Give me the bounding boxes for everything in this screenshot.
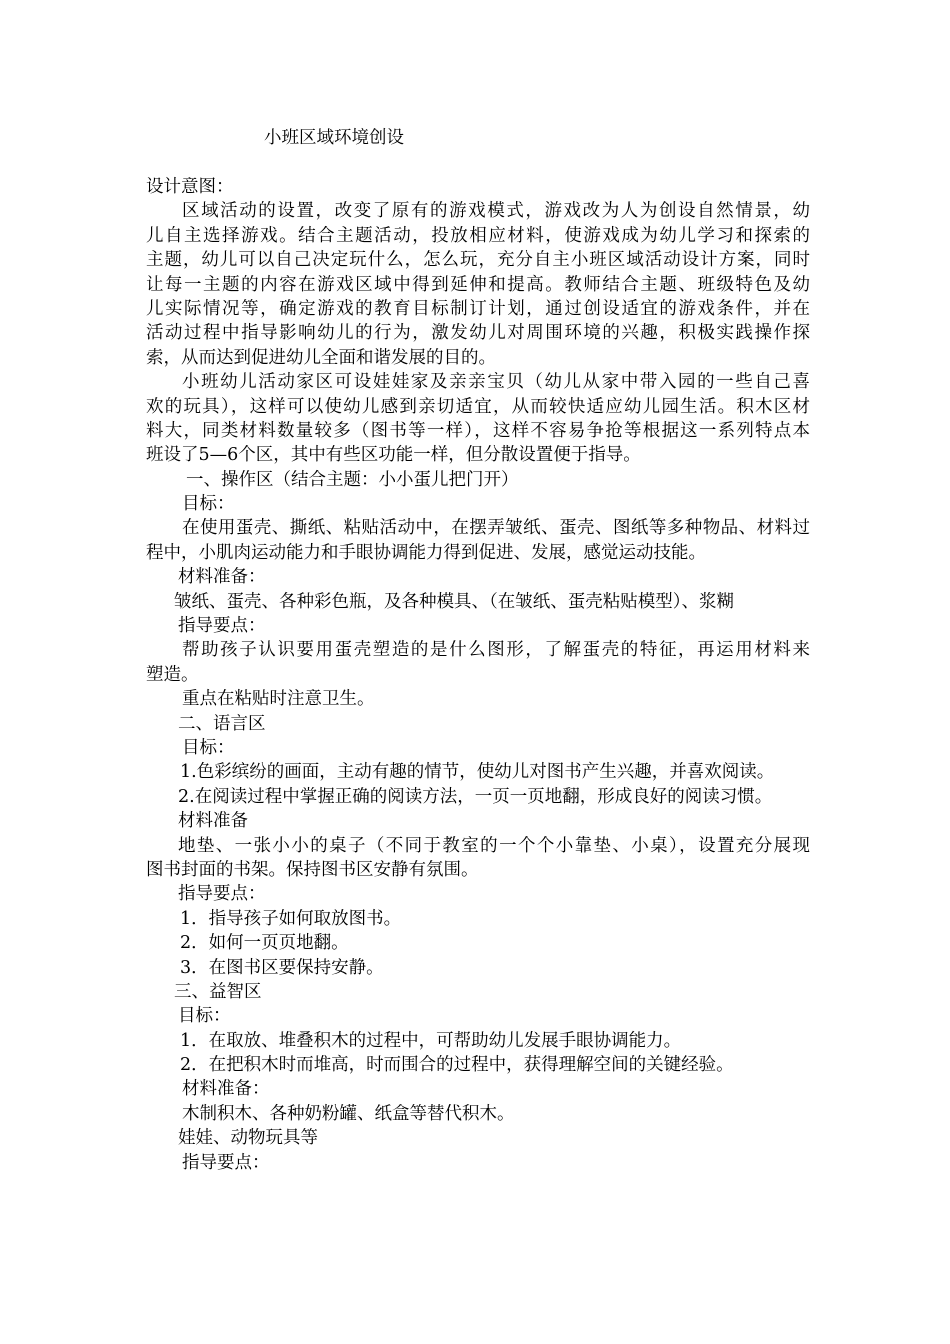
document-title: 小班区域环境创设 bbox=[264, 128, 404, 148]
text-line: 3．在图书区要保持安静。 bbox=[180, 957, 384, 978]
text-line: 1.色彩缤纷的画面，主动有趣的情节，使幼儿对图书产生兴趣，并喜欢阅读。 bbox=[180, 762, 775, 783]
text-line: 2．在把积木时而堆高，时而围合的过程中，获得理解空间的关键经验。 bbox=[180, 1055, 734, 1076]
text-line: 1．指导孩子如何取放图书。 bbox=[180, 908, 402, 929]
text-line: 2.在阅读过程中掌握正确的阅读方法，一页一页地翻，形成良好的阅读习惯。 bbox=[178, 786, 773, 807]
text-line: 主题，幼儿可以自己决定玩什么，怎么玩，充分自主小班区域活动设计方案，同时 bbox=[146, 250, 810, 271]
text-line: 材料准备 bbox=[178, 811, 248, 832]
text-line: 在使用蛋壳、撕纸、粘贴活动中，在摆弄皱纸、蛋壳、图纸等多种物品、材料过 bbox=[182, 518, 810, 539]
text-line: 目标： bbox=[182, 737, 235, 758]
text-line: 料大，同类材料数量较多（图书等一样），这样不容易争抢等根据这一系列特点本 bbox=[146, 420, 810, 441]
text-line: 娃娃、动物玩具等 bbox=[178, 1128, 318, 1149]
text-line: 指导要点： bbox=[178, 884, 266, 905]
text-line: 材料准备： bbox=[178, 567, 266, 588]
text-line: 帮助孩子认识要用蛋壳塑造的是什么图形，了解蛋壳的特征，再运用材料来 bbox=[182, 640, 810, 661]
section-heading-puzzle: 三、益智区 bbox=[174, 981, 262, 1002]
text-line: 欢的玩具），这样可以使幼儿感到亲切适宜，从而较快适应幼儿园生活。积木区材 bbox=[146, 396, 810, 417]
section-heading-language: 二、语言区 bbox=[178, 713, 266, 734]
text-line: 材料准备： bbox=[182, 1079, 270, 1100]
text-line: 索，从而达到促进幼儿全面和谐发展的目的。 bbox=[146, 347, 496, 368]
section-heading-operation: 一、操作区（结合主题：小小蛋儿把门开） bbox=[186, 469, 519, 490]
paragraph-operation-guidance bbox=[146, 638, 810, 687]
text-line: 指导要点： bbox=[178, 616, 266, 637]
text-line: 1．在取放、堆叠积木的过程中，可帮助幼儿发展手眼协调能力。 bbox=[180, 1030, 682, 1051]
text-line: 重点在粘贴时注意卫生。 bbox=[182, 689, 375, 710]
text-line: 让每一主题的内容在游戏区域中得到延伸和提高。教师结合主题、班级特色及幼 bbox=[146, 274, 810, 295]
document-body bbox=[146, 175, 810, 1175]
text-line: 指导要点： bbox=[182, 1152, 270, 1173]
paragraph-operation-goal bbox=[146, 516, 810, 565]
text-line: 程中，小肌肉运动能力和手眼协调能力得到促进、发展，感觉运动技能。 bbox=[146, 542, 706, 563]
text-line: 儿实际情况等，确定游戏的教育目标制订计划，通过创设适宜的游戏条件，并在 bbox=[146, 298, 810, 319]
text-line: 班设了5—6个区，其中有些区功能一样，但分散设置便于指导。 bbox=[146, 445, 641, 466]
paragraph-design-intent bbox=[146, 199, 810, 370]
text-line: 塑造。 bbox=[146, 664, 199, 685]
text-line: 小班幼儿活动家区可设娃娃家及亲亲宝贝（幼儿从家中带入园的一些自己喜 bbox=[182, 372, 810, 393]
text-line: 区域活动的设置，改变了原有的游戏模式，游戏改为人为创设自然情景，幼 bbox=[182, 201, 810, 222]
paragraph-class-areas bbox=[146, 370, 810, 468]
text-line: 图书封面的书架。保持图书区安静有氛围。 bbox=[146, 859, 479, 880]
text-line: 木制积木、各种奶粉罐、纸盒等替代积木。 bbox=[182, 1103, 515, 1124]
text-line: 儿自主选择游戏。结合主题活动，投放相应材料，使游戏成为幼儿学习和探索的 bbox=[146, 225, 810, 246]
text-line: 目标： bbox=[182, 494, 235, 515]
text-line: 设计意图： bbox=[146, 177, 234, 197]
text-line: 2．如何一页页地翻。 bbox=[180, 933, 349, 954]
text-line: 地垫、一张小小的桌子（不同于教室的一个个小靠垫、小桌），设置充分展现 bbox=[178, 835, 810, 856]
paragraph-language-materials bbox=[146, 834, 810, 883]
text-line: 活动过程中指导影响幼儿的行为，激发幼儿对周围环境的兴趣，积极实践操作探 bbox=[146, 323, 810, 344]
text-line: 皱纸、蛋壳、各种彩色瓶，及各种模具、（在皱纸、蛋壳粘贴模型）、浆糊 bbox=[174, 591, 734, 612]
text-line: 目标： bbox=[178, 1006, 231, 1027]
